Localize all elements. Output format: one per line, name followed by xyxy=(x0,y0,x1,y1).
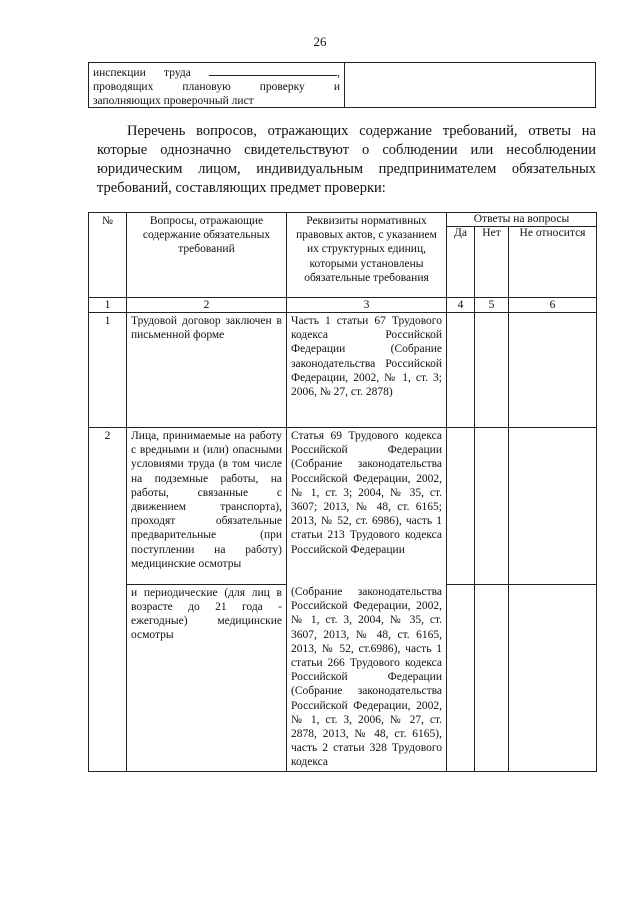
row-number: 2 xyxy=(89,428,127,772)
header-answers: Ответы на вопросы xyxy=(447,213,597,227)
header-questions: Вопросы, отражающие содержание обязательных требований xyxy=(127,213,287,298)
row-requisites: (Собрание законодательства Российской Федерации, 2002, № 1, ст. 3, 2004, № 35, ст. 3607, 2013, № 48, ст. 6165, 2013, № 52, ст.6986), часть 1 статьи 266 Трудового кодекса Российской Федерации (Собрание законодательства Российской Федерации, 2002, № 1, ст. 3, 2006, № 27, ст. 2878, 2013, № 48, ст. 6165), часть 2 статьи 328 Трудового кодекса xyxy=(287,584,447,771)
row-question: Трудовой договор заключен в письменной форме xyxy=(127,313,287,428)
column-number: 4 xyxy=(447,298,475,313)
column-numbers-row xyxy=(89,298,597,313)
answer-na-cell[interactable] xyxy=(509,313,597,428)
answer-no-cell[interactable] xyxy=(475,313,509,428)
checklist-heading-text: Перечень вопросов, отражающих содержание требований, ответы на которые однозначно свидетельствуют о соблюдении или несоблюдении юридическим лицом, индивидуальным предпринимателем обязательных требований, составляющих предмет проверки: xyxy=(97,123,596,196)
column-number: 2 xyxy=(127,298,287,313)
inspector-line-2-conj: и xyxy=(333,81,340,93)
answer-na-cell[interactable] xyxy=(509,584,597,771)
table-row xyxy=(89,428,597,585)
table-row xyxy=(89,584,597,771)
header-num: № xyxy=(89,213,127,298)
answer-no-cell[interactable] xyxy=(475,428,509,585)
answer-yes-cell[interactable] xyxy=(447,313,475,428)
answer-na-cell[interactable] xyxy=(509,428,597,585)
column-number: 6 xyxy=(509,298,597,313)
column-number: 3 xyxy=(287,298,447,313)
row-number: 1 xyxy=(89,313,127,428)
answer-yes-cell[interactable] xyxy=(447,584,475,771)
answer-yes-cell[interactable] xyxy=(447,428,475,585)
inspector-line-1 xyxy=(93,65,340,80)
checklist-table xyxy=(88,212,597,772)
row-requisites: Часть 1 статьи 67 Трудового кодекса Российской Федерации (Собрание законодательства Российской Федерации, 2002, № 1, ст. 3; 2006, № 27, ст. 2878) xyxy=(287,313,447,428)
header-requisites: Реквизиты нормативных правовых актов, с указанием их структурных единиц, которыми установлены обязательные требования xyxy=(287,213,447,298)
inspector-line-2-text: проводящих плановую проверку xyxy=(93,81,305,93)
header-yes: Да xyxy=(447,227,475,298)
row-question: Лица, принимаемые на работу с вредными и (или) опасными условиями труда (в том числе на подземные работы, на работы, связанные с движением транспорта), проходят обязательные предварительные (при поступлении на работу) медицинские осмотры xyxy=(127,428,287,585)
column-number: 1 xyxy=(89,298,127,313)
checklist-heading xyxy=(97,122,596,198)
answer-no-cell[interactable] xyxy=(475,584,509,771)
inspector-info-box xyxy=(88,62,596,108)
inspector-line-2 xyxy=(93,80,340,94)
inspector-name-blank xyxy=(209,65,337,76)
inspector-info-cell xyxy=(89,63,345,107)
row-requisites: Статья 69 Трудового кодекса Российской Федерации (Собрание законодательства Российской Федерации, 2002, № 1, ст. 3; 2004, № 35, ст. 3607; 2013, № 48, ст. 6165; 2013, № 52, ст. 6986), часть 1 статьи 213 Трудового кодекса Российской Федерации xyxy=(287,428,447,585)
table-row xyxy=(89,313,597,428)
page-number: 26 xyxy=(313,34,327,49)
inspector-line-3: заполняющих проверочный лист xyxy=(93,95,254,107)
inspector-line-1-comma: , xyxy=(337,67,340,79)
inspector-line-1-text: инспекции труда xyxy=(93,67,191,79)
row-question: и периодические (для лиц в возрасте до 21 года - ежегодные) медицинские осмотры xyxy=(127,584,287,771)
header-no: Нет xyxy=(475,227,509,298)
column-number: 5 xyxy=(475,298,509,313)
header-na: Не относится xyxy=(509,227,597,298)
